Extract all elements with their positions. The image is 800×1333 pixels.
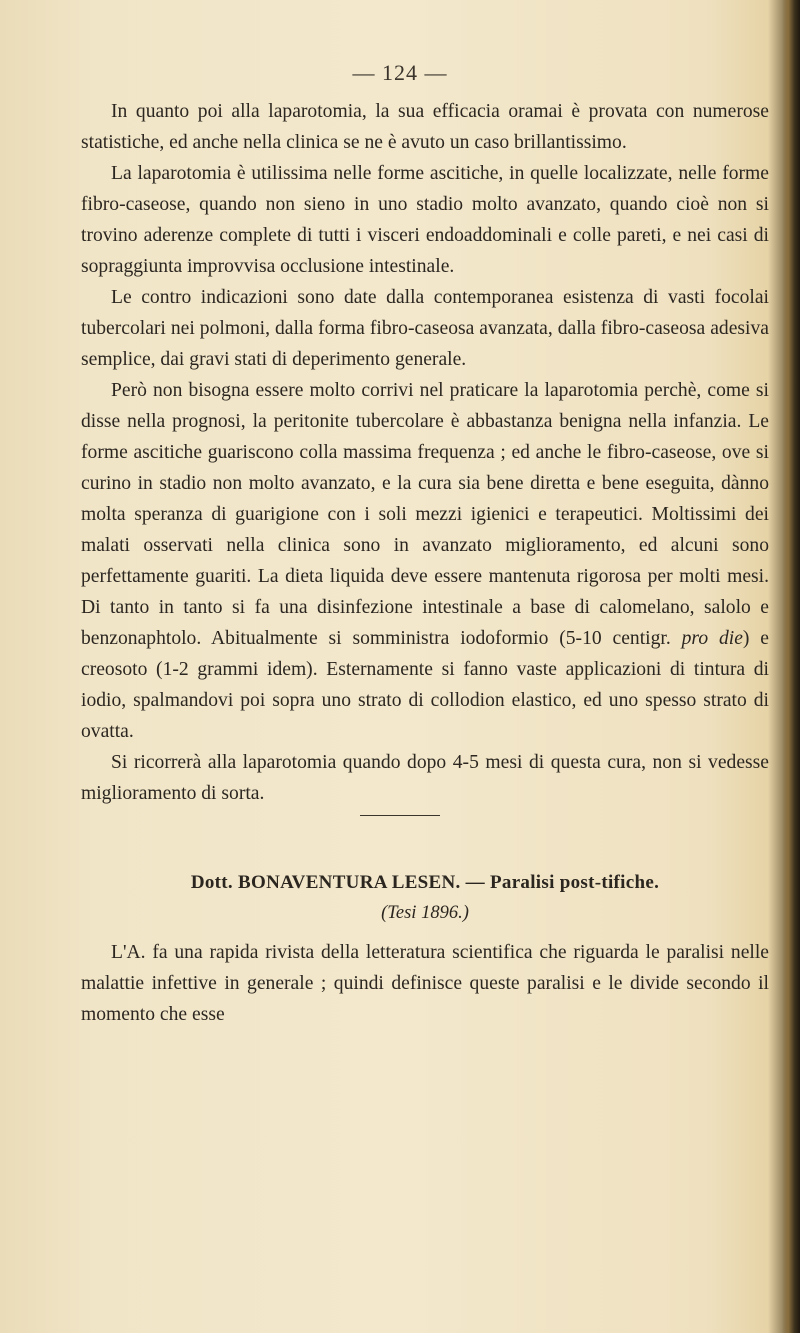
review-section [81, 867, 769, 1030]
page-edge-shadow [782, 0, 800, 1333]
paragraph-4 [81, 375, 769, 747]
section-divider [360, 815, 440, 816]
paragraph-4-italic: pro die [681, 628, 743, 649]
review-title: Dott. BONAVENTURA LESEN. — Paralisi post-tifiche. [190, 872, 660, 893]
paragraph-4-text-b: ) e creosoto (1-2 grammi idem). Esternamente si fanno vaste applicazioni di tintura di iodio, spalmandovi poi sopra uno strato di collodion elastico, ed uno spesso strato di ovatta. [81, 628, 770, 742]
page-number: — 124 — [352, 60, 448, 85]
paragraph-4-text-a: Però non bisogna essere molto corrivi nel praticare la laparotomia perchè, come si disse nella prognosi, la peritonite tubercolare è abbastanza benigna nella infanzia. Le forme ascitiche guariscono colla massima frequenza ; ed anche le fibro-caseose, ove si curino in stadio non molto avanzato, e la cura sia bene diretta e bene eseguita, dànno molta speranza di guarigione con i soli mezzi igienici e terapeutici. Moltissimi dei malati osservati nella clinica sono in avanzato miglioramento, ed alcuni sono perfettamente guariti. La dieta liquida deve essere mantenuta rigorosa per molti mesi. Di tanto in tanto si fa una disinfezione intestinale a base di calomelano, salolo e benzonaphtolo. Abitualmente si somministra iodoformio (5-10 centigr. [81, 380, 769, 649]
paragraph-1: In quanto poi alla laparotomia, la sua efficacia oramai è provata con numerose statistiche, ed anche nella clinica se ne è avuto un caso brillantissimo. [81, 101, 769, 153]
review-source: (Tesi 1896.) [381, 903, 469, 923]
paragraph-5: Si ricorrerà alla laparotomia quando dopo 4-5 mesi di questa cura, non si vedesse miglioramento di sorta. [81, 752, 769, 804]
paragraph-2: La laparotomia è utilissima nelle forme ascitiche, in quelle localizzate, nelle forme fibro-caseose, quando non sieno in uno stadio molto avanzato, quando cioè non si trovino aderenze complete di tutti i visceri endoaddominali e colle pareti, e nei casi di sopraggiunta improvvisa occlusione intestinale. [81, 163, 769, 277]
article-body [81, 96, 769, 809]
paragraph-3: Le contro indicazioni sono date dalla contemporanea esistenza di vasti focolai tubercolari nei polmoni, dalla forma fibro-caseosa avanzata, dalla fibro-caseosa adesiva semplice, dai gravi stati di deperimento generale. [81, 287, 769, 370]
review-body: L'A. fa una rapida rivista della letteratura scientifica che riguarda le paralisi nelle malattie infettive in generale ; quindi definisce queste paralisi e le divide secondo il momento che esse [81, 942, 769, 1025]
